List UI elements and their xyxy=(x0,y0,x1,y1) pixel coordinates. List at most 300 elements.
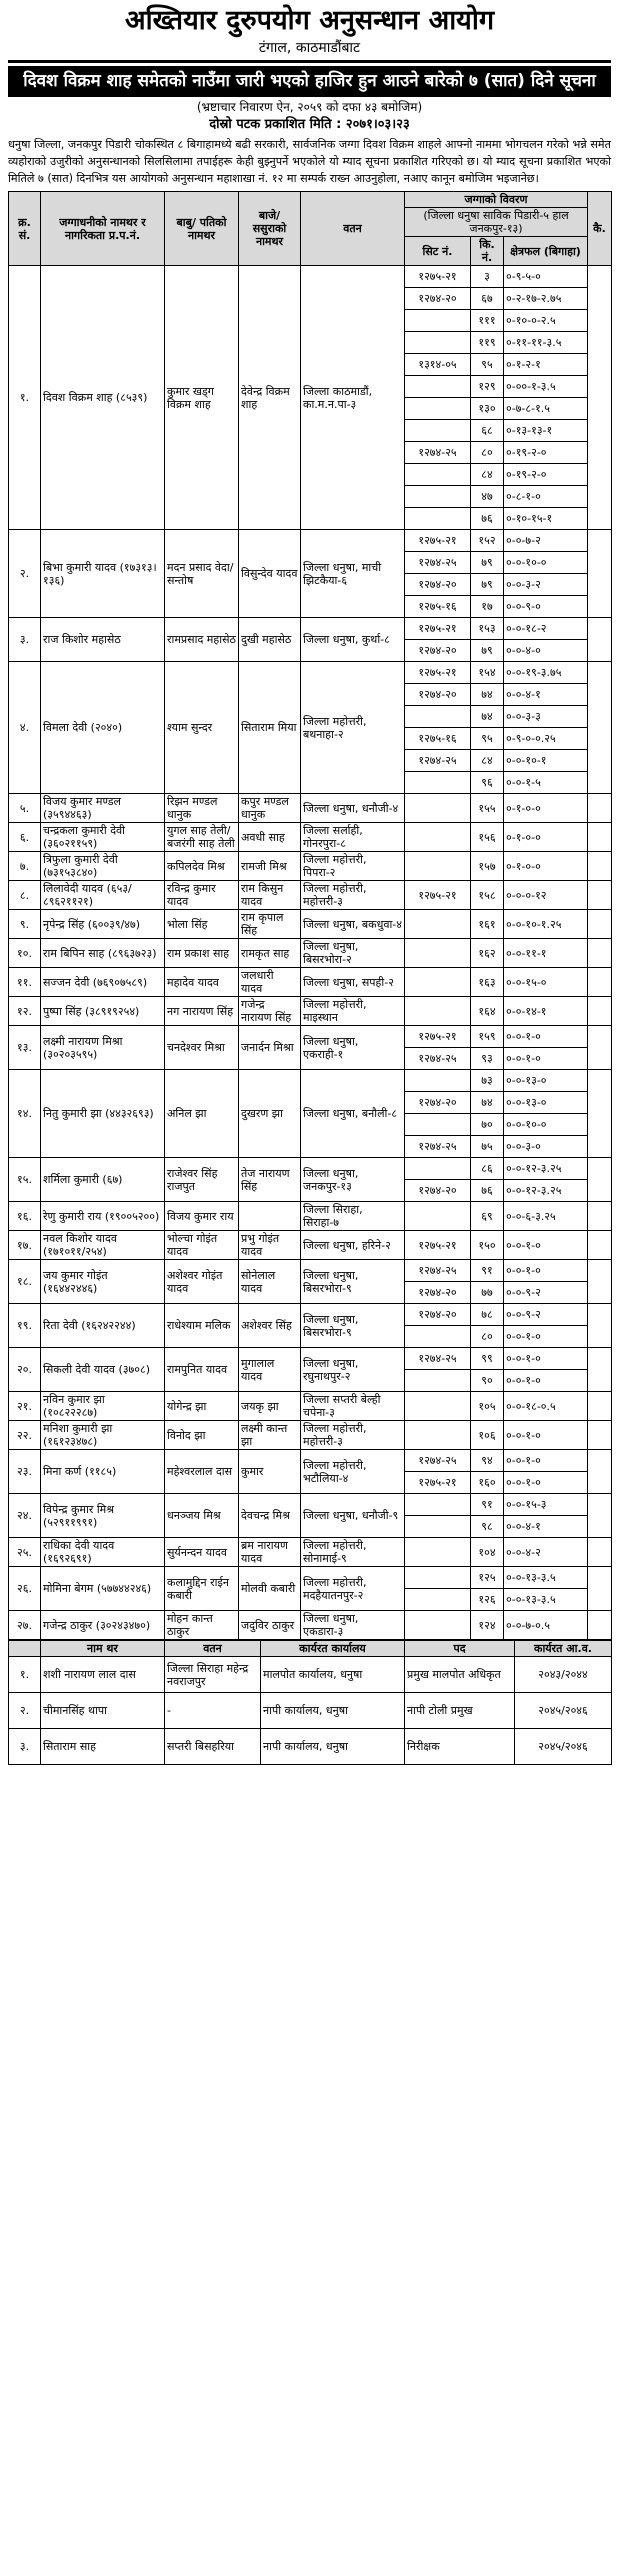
sheet-cell: १२७४-२५ xyxy=(405,1260,471,1282)
table-row xyxy=(9,1348,612,1370)
sn-cell: २. xyxy=(9,530,41,618)
land-location-note: (जिल्ला धनुषा साविक पिडारी-५ हाल जनकपुर-१३) xyxy=(405,208,588,237)
sn-cell: १२. xyxy=(9,997,41,1026)
owner-name-cell: नितु कुमारी झा (४४३२६९३) xyxy=(41,1070,165,1158)
table-row xyxy=(9,968,612,997)
sn-cell: ५. xyxy=(9,794,41,823)
area-cell: ०-०-१३-३.५ xyxy=(504,1589,588,1611)
table-row xyxy=(9,662,612,684)
area-cell: ०-०-१-० xyxy=(504,1326,588,1348)
kitta-cell: १७ xyxy=(471,596,504,618)
remarks-cell xyxy=(588,1026,612,1070)
owner-name-cell: विमला देवी (२०४०) xyxy=(41,662,165,794)
father-name-cell: महादेव यादव xyxy=(165,968,239,997)
table-row xyxy=(9,997,612,1026)
sheet-cell: १२७४-२० xyxy=(405,1304,471,1326)
address-cell: जिल्ला महोत्तरी, सोनामाई-९ xyxy=(301,1538,405,1567)
table-row xyxy=(9,881,612,910)
table-row xyxy=(9,794,612,823)
area-cell: ०-०-४-२ xyxy=(504,1538,588,1567)
owner-name-cell: लिलावेदी यादव (६५३/ ८९६२११२१) xyxy=(41,881,165,910)
area-cell: ०-०-१२-३.२५ xyxy=(504,1158,588,1180)
area-cell: ०-१०-१५-१ xyxy=(504,508,588,530)
sheet-cell xyxy=(405,1370,471,1392)
owner-name-cell: पुष्पा सिंह (३८९१९२५४) xyxy=(41,997,165,1026)
address-cell: जिल्ला महोत्तरी, मदहैयातनपुर-२ xyxy=(301,1567,405,1611)
grandfather-name-cell: अशेश्वर सिंह xyxy=(239,1304,301,1348)
sheet-cell xyxy=(405,332,471,354)
area-cell: ०-०-९-२ xyxy=(504,1304,588,1326)
area-cell: ०-०-४-० xyxy=(504,640,588,662)
address-cell: जिल्ला महोत्तरी, भटौलिया-४ xyxy=(301,1450,405,1494)
area-cell: ०-२-१७-२.७५ xyxy=(504,288,588,310)
table-row xyxy=(9,1421,612,1450)
kitta-cell: ९१ xyxy=(471,1260,504,1282)
area-cell: ०-१-०-० xyxy=(504,823,588,852)
address-cell: जिल्ला धनुषा, रघुनाथपुर-२ xyxy=(301,1348,405,1392)
remarks-cell xyxy=(588,1070,612,1158)
sn-cell: १३. xyxy=(9,1026,41,1070)
sheet-cell xyxy=(405,910,471,939)
kitta-cell: ७४ xyxy=(471,706,504,728)
kitta-cell: ९५ xyxy=(471,728,504,750)
father-name-cell: रामप्रसाद महासेठ xyxy=(165,618,239,662)
sn-cell: १९. xyxy=(9,1304,41,1348)
area-cell: ०-०-३-३ xyxy=(504,706,588,728)
grandfather-name-cell: दुखी महासेठ xyxy=(239,618,301,662)
sheet-cell: १२७५-२१ xyxy=(405,1026,471,1048)
staff-year-cell: २०४३/२०४४ xyxy=(515,1657,612,1693)
table-row xyxy=(9,1304,612,1326)
area-cell: ०-०-९-२ xyxy=(504,1282,588,1304)
sheet-cell xyxy=(405,1070,471,1092)
father-name-cell: राम प्रकाश साह xyxy=(165,939,239,968)
address-cell: जिल्ला महोत्तरी, महोत्तरी-३ xyxy=(301,1421,405,1450)
kitta-cell: ९३ xyxy=(471,1048,504,1070)
address-cell: जिल्ला धनुषा, एकडारा-३ xyxy=(301,1611,405,1640)
father-name-cell: रामपुनित यादव xyxy=(165,1348,239,1392)
area-cell: ०-०-१९-३.७५ xyxy=(504,662,588,684)
kitta-cell: १५३ xyxy=(471,618,504,640)
father-name-cell: राजेश्वर सिंह राजपुत xyxy=(165,1158,239,1202)
father-name-cell: अशेश्वर गोइंत यादव xyxy=(165,1260,239,1304)
area-cell: ०-०-१८-२ xyxy=(504,618,588,640)
grandfather-name-cell: देवचन्द्र मिश्र xyxy=(239,1494,301,1538)
owner-name-cell: लक्ष्मी नारायण मिश्रा (३०२०३५९५) xyxy=(41,1026,165,1070)
kitta-cell: ६७ xyxy=(471,288,504,310)
father-name-cell: कपिलदेव मिश्र xyxy=(165,852,239,881)
area-cell: ०-९-०-०.२५ xyxy=(504,728,588,750)
sn-cell: २३. xyxy=(9,1450,41,1494)
kitta-cell: १५८ xyxy=(471,881,504,910)
area-cell: ०-०-१-० xyxy=(504,1472,588,1494)
owner-name-cell: शर्मिला कुमारी (६७) xyxy=(41,1158,165,1202)
table-row xyxy=(9,1392,612,1421)
kitta-cell: १०४ xyxy=(471,1538,504,1567)
address-cell: जिल्ला महोत्तरी, माइस्थान xyxy=(301,997,405,1026)
kitta-cell: १२४ xyxy=(471,1611,504,1640)
sheet-cell: १२७४-२० xyxy=(405,684,471,706)
sheet-cell xyxy=(405,1326,471,1348)
owner-name-cell: रेणु कुमारी राय (१९००५२००) xyxy=(41,1202,165,1231)
kitta-cell: १६४ xyxy=(471,997,504,1026)
kitta-cell: ७५ xyxy=(471,1136,504,1158)
remarks-cell xyxy=(588,1421,612,1450)
area-cell: ०-०-४-१ xyxy=(504,684,588,706)
sheet-cell xyxy=(405,310,471,332)
area-cell: ०-१-२-१ xyxy=(504,354,588,376)
owner-name-cell: मनिशा कुमारी झा (१६१२३४७८) xyxy=(41,1421,165,1450)
kitta-cell: ९५ xyxy=(471,354,504,376)
kitta-cell: १२६ xyxy=(471,1589,504,1611)
remarks-cell xyxy=(588,1611,612,1640)
father-name-cell: विजय कुमार राय xyxy=(165,1202,239,1231)
area-cell: ०-०-१४-१ xyxy=(504,997,588,1026)
father-name-cell: महेश्वरलाल दास xyxy=(165,1450,239,1494)
area-cell: ०-१३-१३-१ xyxy=(504,420,588,442)
grandfather-name-cell: राम कृपाल सिंह xyxy=(239,910,301,939)
area-cell: ०-०-१-० xyxy=(504,1231,588,1260)
father-name-cell: श्याम सुन्दर xyxy=(165,662,239,794)
area-cell: ०-०-७-२ xyxy=(504,530,588,552)
area-cell: ०-०-१-० xyxy=(504,1026,588,1048)
area-cell: ०-१०-०-२.५ xyxy=(504,310,588,332)
sn-cell: १. xyxy=(9,266,41,530)
col-father: बाबु/ पतिको नामथर xyxy=(165,192,239,266)
sheet-cell xyxy=(405,420,471,442)
sheet-cell: १२७४-२५ xyxy=(405,1450,471,1472)
sheet-cell: १२७४-२० xyxy=(405,1180,471,1202)
kitta-cell: ७६ xyxy=(471,1180,504,1202)
sheet-cell xyxy=(405,997,471,1026)
kitta-cell: ६८ xyxy=(471,420,504,442)
address-cell: जिल्ला महोत्तरी, पिपरा-२ xyxy=(301,852,405,881)
table-row xyxy=(9,618,612,640)
address-cell: जिल्ला धनुषा, धनौजी-४ xyxy=(301,794,405,823)
grandfather-name-cell: तेज नारायण सिंह xyxy=(239,1158,301,1202)
sn-cell: १८. xyxy=(9,1260,41,1304)
sn-cell: १७. xyxy=(9,1231,41,1260)
grandfather-name-cell: देवेन्द्र विक्रम शाह xyxy=(239,266,301,530)
area-cell: ०-८-१-० xyxy=(504,486,588,508)
kitta-cell: १०६ xyxy=(471,1421,504,1450)
address-cell: जिल्ला धनुषा, सपही-२ xyxy=(301,968,405,997)
staff-col-year: कार्यरत आ.व. xyxy=(515,1641,612,1657)
sheet-cell: १२७५-२१ xyxy=(405,881,471,910)
sn-cell: २६. xyxy=(9,1567,41,1611)
grandfather-name-cell: अवधी साह xyxy=(239,823,301,852)
kitta-cell: १५२ xyxy=(471,530,504,552)
address-cell: जिल्ला धनुषा, कुर्था-८ xyxy=(301,618,405,662)
grandfather-name-cell: प्रभु गोइंत यादव xyxy=(239,1231,301,1260)
table-row xyxy=(9,266,612,288)
kitta-cell: ६९ xyxy=(471,1202,504,1231)
staff-col-address: वतन xyxy=(165,1641,261,1657)
sheet-cell: १२७४-२५ xyxy=(405,1048,471,1070)
sn-cell: ९. xyxy=(9,910,41,939)
area-cell: ०-९-५-० xyxy=(504,266,588,288)
table-row xyxy=(9,1202,612,1231)
owner-name-cell: बिभा कुमारी यादव (१७३१३।१३६) xyxy=(41,530,165,618)
commission-address: टंगाल, काठमाडौंबाट xyxy=(8,38,611,63)
col-grandfather: बाजे/ ससुराको नामथर xyxy=(239,192,301,266)
grandfather-name-cell: विसुन्देव यादव xyxy=(239,530,301,618)
area-cell: ०-०-९-० xyxy=(504,596,588,618)
area-cell: ०-०-१२-३.२५ xyxy=(504,1180,588,1202)
sheet-cell xyxy=(405,1516,471,1538)
owner-name-cell: सिकली देवी यादव (३७०८) xyxy=(41,1348,165,1392)
sheet-cell xyxy=(405,1567,471,1589)
sheet-cell: १२७५-२१ xyxy=(405,530,471,552)
owner-name-cell: दिवश विक्रम शाह (८५३९) xyxy=(41,266,165,530)
table-row xyxy=(9,1158,612,1180)
remarks-cell xyxy=(588,530,612,618)
grandfather-name-cell: कुमार xyxy=(239,1450,301,1494)
table-row xyxy=(9,1450,612,1472)
col-area: क्षेत्रफल (बिगाहा) xyxy=(504,237,588,266)
address-cell: जिल्ला धनुषा, बिसरभोरा-२ xyxy=(301,939,405,968)
sheet-cell: १२७५-१६ xyxy=(405,596,471,618)
kitta-cell: ७४ xyxy=(471,1092,504,1114)
sn-cell: ४. xyxy=(9,662,41,794)
father-name-cell: कुमार खड्ग विक्रम शाह xyxy=(165,266,239,530)
kitta-cell: ८४ xyxy=(471,464,504,486)
address-cell: जिल्ला धनुषा, हरिने-२ xyxy=(301,1231,405,1260)
table-row xyxy=(9,530,612,552)
sn-cell: ६. xyxy=(9,823,41,852)
commission-title: अख्तियार दुरुपयोग अनुसन्धान आयोग xyxy=(124,5,495,36)
grandfather-name-cell: ब्रम नारायण यादव xyxy=(239,1538,301,1567)
area-cell: ०-०-३-२ xyxy=(504,574,588,596)
address-cell: जिल्ला धनुषा, बिसरभोरा-९ xyxy=(301,1260,405,1304)
area-cell: ०-०-१३-० xyxy=(504,1070,588,1092)
grandfather-name-cell: रामजी मिश्र xyxy=(239,852,301,881)
kitta-cell: १३० xyxy=(471,398,504,420)
sheet-cell: १२७५-२१ xyxy=(405,1472,471,1494)
kitta-cell: ८० xyxy=(471,442,504,464)
address-cell: जिल्ला धनुषा, बिसरभोरा-९ xyxy=(301,1304,405,1348)
staff-office-cell: मालपोत कार्यालय, धनुषा xyxy=(261,1657,405,1693)
father-name-cell: रिझन मण्डल धानुक xyxy=(165,794,239,823)
sheet-cell: १२७४-२० xyxy=(405,640,471,662)
address-cell: जिल्ला धनुषा, माची झिटकैया-६ xyxy=(301,530,405,618)
staff-office-cell: नापी कार्यालय, धनुषा xyxy=(261,1729,405,1765)
kitta-cell: ४७ xyxy=(471,486,504,508)
staff-year-cell: २०४५/२०४६ xyxy=(515,1693,612,1729)
remarks-cell xyxy=(588,794,612,823)
kitta-cell: ९० xyxy=(471,1370,504,1392)
kitta-cell: १२९ xyxy=(471,376,504,398)
address-cell: जिल्ला काठमाडौं, का.म.न.पा-३ xyxy=(301,266,405,530)
address-cell: जिल्ला सर्लाही, गोनरपुरा-८ xyxy=(301,823,405,852)
owner-name-cell: जय कुमार गोइंत (१६४४२४४६) xyxy=(41,1260,165,1304)
area-cell: ०-०-११-१ xyxy=(504,939,588,968)
notice-banner: दिवश विक्रम शाह समेतको नाउँमा जारी भएको हाजिर हुन आउने बारेको ७ (सात) दिने सूचना xyxy=(8,66,611,97)
sheet-cell xyxy=(405,939,471,968)
grandfather-name-cell: राम किसुन यादव xyxy=(239,881,301,910)
owner-name-cell: नवल किशोर यादव (१७१०११/२५४) xyxy=(41,1231,165,1260)
staff-rows xyxy=(9,1657,612,1765)
kitta-cell: ७६ xyxy=(471,508,504,530)
table-row xyxy=(9,1070,612,1092)
remarks-cell xyxy=(588,1538,612,1567)
sn-cell: १६. xyxy=(9,1202,41,1231)
address-cell: जिल्ला धनुषा, जनकपुर-१३ xyxy=(301,1158,405,1202)
sn-cell: २१. xyxy=(9,1392,41,1421)
area-cell: ०-०-१०-० xyxy=(504,552,588,574)
area-cell: ०-०-१०-१.२५ xyxy=(504,910,588,939)
sn-cell: ८. xyxy=(9,881,41,910)
owner-name-cell: विपेन्द्र कुमार मिश्र (५२९११९९१) xyxy=(41,1494,165,1538)
remarks-cell xyxy=(588,1348,612,1392)
staff-col-post: पद xyxy=(405,1641,515,1657)
grandfather-name-cell: जलधारी यादव xyxy=(239,968,301,997)
sheet-cell xyxy=(405,1589,471,1611)
owner-name-cell: राम बिपिन साह (८९६३७२३) xyxy=(41,939,165,968)
father-name-cell: अनिल झा xyxy=(165,1070,239,1158)
staff-name-cell: सिताराम साह xyxy=(41,1729,165,1765)
father-name-cell: राधेश्याम मलिक xyxy=(165,1304,239,1348)
kitta-cell: ११९ xyxy=(471,332,504,354)
table-row xyxy=(9,910,612,939)
staff-row xyxy=(9,1729,612,1765)
kitta-cell: १५० xyxy=(471,1231,504,1260)
father-name-cell: योगेन्द्र झा xyxy=(165,1392,239,1421)
staff-post-cell: नापी टोली प्रमुख xyxy=(405,1693,515,1729)
staff-address-cell: - xyxy=(165,1693,261,1729)
table-row xyxy=(9,1260,612,1282)
staff-row xyxy=(9,1657,612,1693)
sheet-cell: १२७४-२० xyxy=(405,1282,471,1304)
grandfather-name-cell: जनार्दन मिश्रा xyxy=(239,1026,301,1070)
remarks-cell xyxy=(588,1304,612,1348)
owner-name-cell: नविन कुमार झा (१०८२२२८७) xyxy=(41,1392,165,1421)
sn-cell: १५. xyxy=(9,1158,41,1202)
staff-sn-cell: ३. xyxy=(9,1729,41,1765)
remarks-cell xyxy=(588,662,612,794)
staff-name-cell: शशी नारायण लाल दास xyxy=(41,1657,165,1693)
notice-page xyxy=(8,4,611,1765)
owner-name-cell: नृपेन्द्र सिंह (६००३९/४७) xyxy=(41,910,165,939)
sheet-cell xyxy=(405,1114,471,1136)
landowner-table xyxy=(8,191,612,1640)
staff-sn-cell: १. xyxy=(9,1657,41,1693)
father-name-cell: मदन प्रसाद वेदा/सन्तोष xyxy=(165,530,239,618)
area-cell: ०-०-१८-०.५ xyxy=(504,1392,588,1421)
kitta-cell: ७९ xyxy=(471,574,504,596)
staff-row xyxy=(9,1693,612,1729)
father-name-cell: रविन्द्र कुमार यादव xyxy=(165,881,239,910)
sn-cell: २०. xyxy=(9,1348,41,1392)
staff-col-sn xyxy=(9,1641,41,1657)
father-name-cell: सुर्यनन्दन यादव xyxy=(165,1538,239,1567)
sheet-cell: १२७४-२५ xyxy=(405,1348,471,1370)
remarks-cell xyxy=(588,881,612,910)
area-cell: ०-०-१०-१ xyxy=(504,750,588,772)
grandfather-name-cell: मुगालाल यादव xyxy=(239,1348,301,1392)
table-row xyxy=(9,823,612,852)
sn-cell: ३. xyxy=(9,618,41,662)
address-cell: जिल्ला सप्तरी बेल्ही चपेना-३ xyxy=(301,1392,405,1421)
staff-office-cell: नापी कार्यालय, धनुषा xyxy=(261,1693,405,1729)
kitta-cell: १५५ xyxy=(471,794,504,823)
remarks-cell xyxy=(588,618,612,662)
staff-col-office: कार्यरत कार्यालय xyxy=(261,1641,405,1657)
area-cell: ०-०-७-०.५ xyxy=(504,1611,588,1640)
area-cell: ०-०-६-३.२५ xyxy=(504,1202,588,1231)
sn-cell: २७. xyxy=(9,1611,41,1640)
address-cell: जिल्ला सिराहा, सिराहा-७ xyxy=(301,1202,405,1231)
sheet-cell xyxy=(405,1421,471,1450)
sheet-cell: १२७४-२० xyxy=(405,574,471,596)
staff-post-cell: प्रमुख मालपोत अधिकृत xyxy=(405,1657,515,1693)
kitta-cell: ९१ xyxy=(471,1494,504,1516)
grandfather-name-cell: गजेन्द्र नारायण सिंह xyxy=(239,997,301,1026)
sheet-cell: १२७४-२५ xyxy=(405,442,471,464)
col-kitta: कि. नं. xyxy=(471,237,504,266)
col-remarks: कै. xyxy=(588,192,612,266)
remarks-cell xyxy=(588,1202,612,1231)
sheet-cell: १२७४-२० xyxy=(405,288,471,310)
sheet-cell xyxy=(405,398,471,420)
owner-name-cell: मिना कर्ण (११८५) xyxy=(41,1450,165,1494)
sheet-cell: १२७५-२१ xyxy=(405,266,471,288)
grandfather-name-cell: दुखरण झा xyxy=(239,1070,301,1158)
area-cell: ०-१९-२-० xyxy=(504,464,588,486)
publish-date: दोस्रो पटक प्रकाशित मिति : २०७१।०३।२३ xyxy=(209,117,410,132)
sheet-cell xyxy=(405,968,471,997)
owner-name-cell: गजेन्द्र ठाकुर (३०२४३४७०) xyxy=(41,1611,165,1640)
area-cell: ०-१९-२-० xyxy=(504,442,588,464)
grandfather-name-cell xyxy=(239,1202,301,1231)
kitta-cell: १५४ xyxy=(471,662,504,684)
sheet-cell xyxy=(405,1392,471,1421)
area-cell: ०-०-१-० xyxy=(504,1450,588,1472)
owner-name-cell: रिता देवी (१६२४२२४४) xyxy=(41,1304,165,1348)
sheet-cell xyxy=(405,823,471,852)
kitta-cell: १५७ xyxy=(471,852,504,881)
owner-name-cell: त्रिफुला कुमारी देवी (७३१५३८४०) xyxy=(41,852,165,881)
address-cell: जिल्ला धनुषा, बनौली-८ xyxy=(301,1070,405,1158)
father-name-cell: मोहन कान्त ठाकुर xyxy=(165,1611,239,1640)
kitta-cell: ७३ xyxy=(471,1070,504,1092)
area-cell: ०-०-१-० xyxy=(504,1048,588,1070)
remarks-cell xyxy=(588,1392,612,1421)
col-land-details: जग्गाको विवरण xyxy=(405,192,588,208)
address-cell: जिल्ला धनुषा, धनौजी-९ xyxy=(301,1494,405,1538)
kitta-cell: ९८ xyxy=(471,1516,504,1538)
staff-post-cell: निरीक्षक xyxy=(405,1729,515,1765)
staff-name-cell: चीमानसिंह थापा xyxy=(41,1693,165,1729)
area-cell: ०-०-१५-० xyxy=(504,968,588,997)
table-row xyxy=(9,852,612,881)
remarks-cell xyxy=(588,1260,612,1304)
owner-name-cell: चन्द्रकला कुमारी देवी (३६०२११५९) xyxy=(41,823,165,852)
kitta-cell: १२५ xyxy=(471,1567,504,1589)
area-cell: ०-११-११-३.५ xyxy=(504,332,588,354)
col-owner: जग्गाधनीको नामथर र नागरिकता प्र.प.नं. xyxy=(41,192,165,266)
sn-cell: १४. xyxy=(9,1070,41,1158)
table-row xyxy=(9,1538,612,1567)
sheet-cell: १२७४-२५ xyxy=(405,750,471,772)
remarks-cell xyxy=(588,968,612,997)
kitta-cell: ७९ xyxy=(471,552,504,574)
grandfather-name-cell: सिताराम मिया xyxy=(239,662,301,794)
grandfather-name-cell: मोलवी कबारी xyxy=(239,1567,301,1611)
area-cell: ०-०-१५-३ xyxy=(504,1494,588,1516)
sheet-cell: १२७५-२१ xyxy=(405,1231,471,1260)
table-row xyxy=(9,939,612,968)
